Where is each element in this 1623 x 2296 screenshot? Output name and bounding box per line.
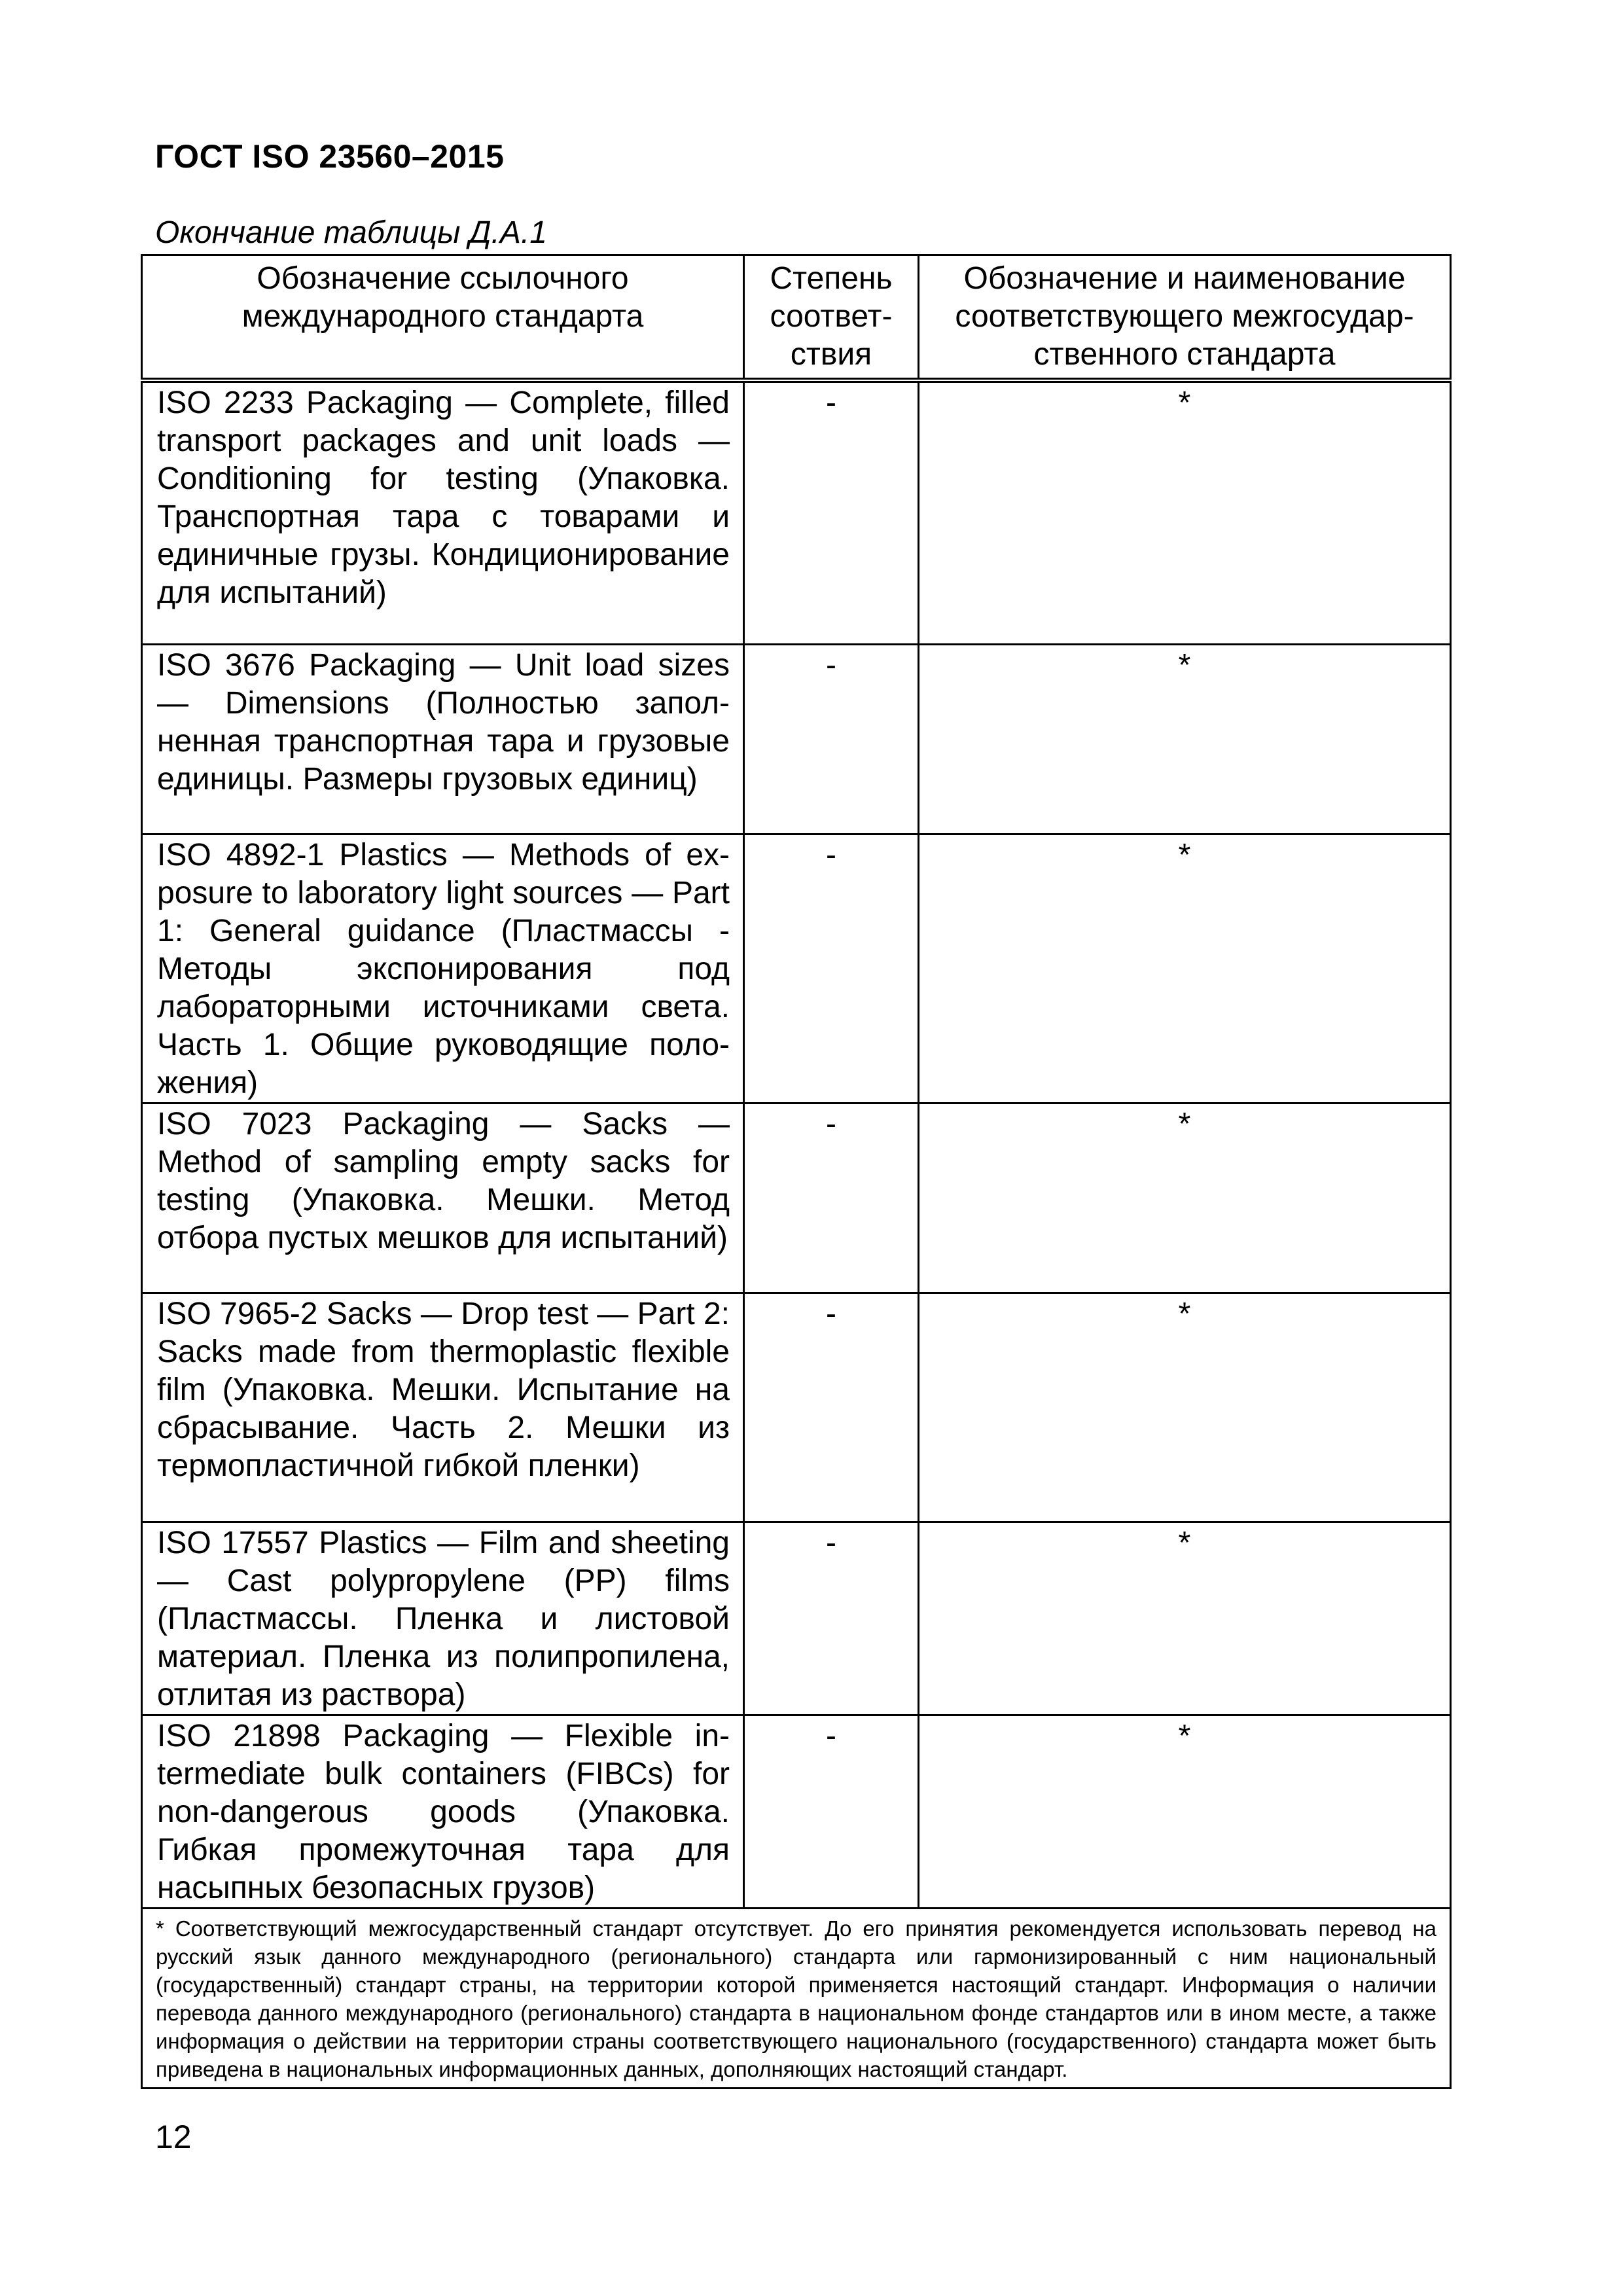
footnote-row: [142, 1908, 1451, 2088]
table-footnote: * Соответствующий межгосударственный стандарт отсутствует. До его принятия рекомендуется использовать перевод на русский язык данного международного (регионального) стандарта или гармонизированный с ним национальный (государственный) стандарт страны, на территории которой применяется настоящий стандарт. Информация о наличии перевода данного международного (регионального) стандарта в национальном фонде стандартов или в ином месте, а также информация о действии на территории страны соответствующего национального (государственного) стандарта может быть приведена в национальных информационных данных, дополняющих настоящий стандарт.: [142, 1908, 1451, 2088]
international-standard-cell: ISO 21898 Packaging — Flexible intermediate bulk containers (FIBCs) for non-dangerous goods (Упаковка. Гибкая промежуточная тара для насыпных безопасных грузов): [142, 1715, 744, 1908]
table-row: [142, 1522, 1451, 1715]
table-header-row: [142, 255, 1451, 381]
table-row: [142, 380, 1451, 644]
international-standard-cell: ISO 3676 Packaging — Unit load sizes — Dimensions (Полностью заполненная транспортная тара и грузовые единицы. Размеры грузовых единиц): [142, 644, 744, 834]
table-row: [142, 834, 1451, 1103]
interstate-standard-cell: *: [919, 1715, 1451, 1908]
reference-standards-table: [141, 254, 1452, 2089]
document-header-title: ГОСТ ISO 23560–2015: [155, 138, 505, 175]
table-row: [142, 644, 1451, 834]
table-caption: Окончание таблицы Д.А.1: [155, 215, 547, 250]
table-row: [142, 1293, 1451, 1522]
degree-cell: -: [744, 1103, 919, 1293]
international-standard-cell: ISO 7023 Packaging — Sacks — Method of sampling empty sacks for testing (Упаковка. Мешки. Метод отбора пустых мешков для испытаний): [142, 1103, 744, 1293]
international-standard-cell: ISO 4892-1 Plastics — Methods of exposure to laboratory light sources — Part 1: General guidance (Пластмассы - Методы экспонирования под лабораторными источниками света. Часть 1. Общие руководящие положения): [142, 834, 744, 1103]
international-standard-cell: ISO 17557 Plastics — Film and sheeting — Cast polypropylene (PP) films (Пластмассы. Пленка и листовой материал. Пленка из полипропилена, отлитая из раствора): [142, 1522, 744, 1715]
interstate-standard-cell: *: [919, 834, 1451, 1103]
interstate-standard-cell: *: [919, 1522, 1451, 1715]
page-number: 12: [155, 2119, 192, 2155]
interstate-standard-cell: *: [919, 1293, 1451, 1522]
degree-cell: -: [744, 1293, 919, 1522]
interstate-standard-cell: *: [919, 644, 1451, 834]
interstate-standard-cell: *: [919, 1103, 1451, 1293]
international-standard-cell: ISO 2233 Packaging — Complete, filled transport packages and unit loads — Conditioning for testing (Упаковка. Транспортная тара с товарами и единичные грузы. Кондиционирование для испытаний): [142, 380, 744, 644]
table-row: [142, 1715, 1451, 1908]
column-header-degree-of-conformity: Степень соответствия: [744, 255, 919, 381]
international-standard-cell: ISO 7965-2 Sacks — Drop test — Part 2: Sacks made from thermoplastic flexible film (Упаковка. Мешки. Испытание на сбрасывание. Часть 2. Мешки из термопластичной гибкой пленки): [142, 1293, 744, 1522]
degree-cell: -: [744, 380, 919, 644]
degree-cell: -: [744, 1522, 919, 1715]
degree-cell: -: [744, 644, 919, 834]
table-row: [142, 1103, 1451, 1293]
column-header-interstate-standard: Обозначение и наименование соответствующего межгосударственного стандарта: [919, 255, 1451, 381]
degree-cell: -: [744, 834, 919, 1103]
column-header-international-standard: Обозначение ссылочного международного стандарта: [142, 255, 744, 381]
interstate-standard-cell: *: [919, 380, 1451, 644]
degree-cell: -: [744, 1715, 919, 1908]
